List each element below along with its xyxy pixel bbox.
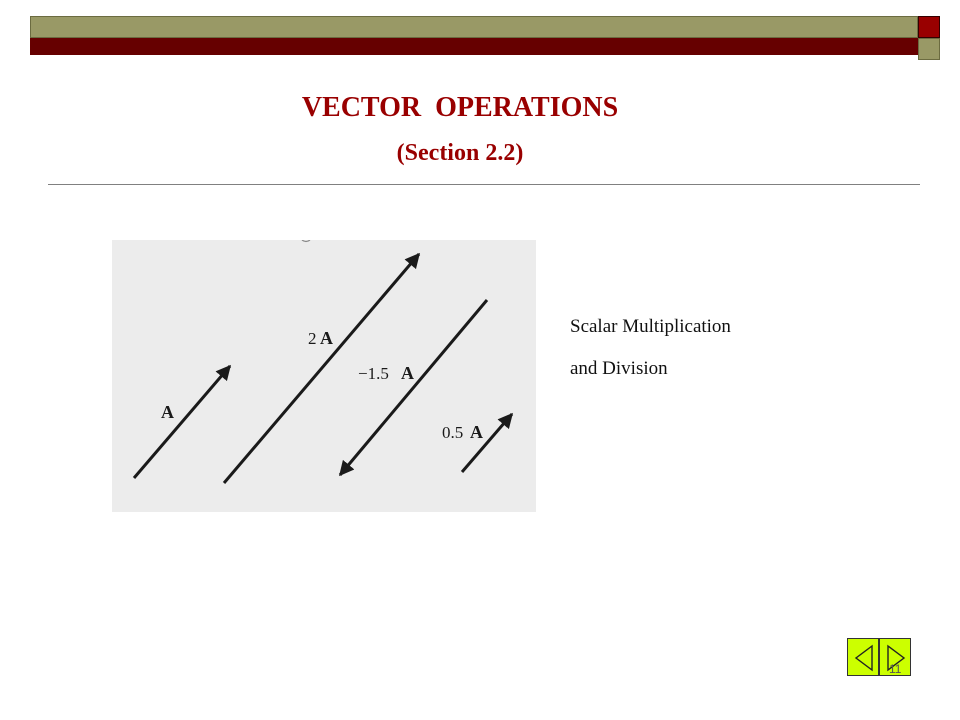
vector-neg-1-5a-coefficient: −1.5	[358, 364, 389, 383]
slide-subtitle	[0, 140, 920, 167]
vector-0-5a-label: A	[470, 422, 483, 442]
slide-title: VECTOR OPERATIONS	[301, 92, 619, 123]
vector-2a-label: A	[320, 328, 333, 348]
header-square-red	[918, 16, 940, 38]
vector-neg-1-5a-label: A	[401, 363, 414, 383]
vector-a-label: A	[161, 402, 174, 422]
previous-slide-icon	[848, 639, 880, 677]
slide-subtitle-text: (Section 2.2)	[396, 140, 524, 166]
header-square-olive	[918, 38, 940, 60]
slide-number: 11	[889, 662, 902, 676]
vector-diagram	[112, 240, 536, 512]
previous-slide-button[interactable]	[847, 638, 879, 676]
side-caption-line-1: Scalar Multiplication	[570, 316, 731, 337]
header-bar-olive	[30, 16, 918, 38]
title-divider	[48, 184, 920, 185]
vector-0-5a-coefficient: 0.5	[442, 423, 464, 442]
side-caption	[570, 306, 731, 390]
vector-2a-coefficient: 2	[308, 329, 317, 348]
side-caption-line-2: and Division	[570, 358, 668, 379]
header-bar-maroon	[30, 38, 918, 55]
figure-background	[112, 240, 536, 512]
